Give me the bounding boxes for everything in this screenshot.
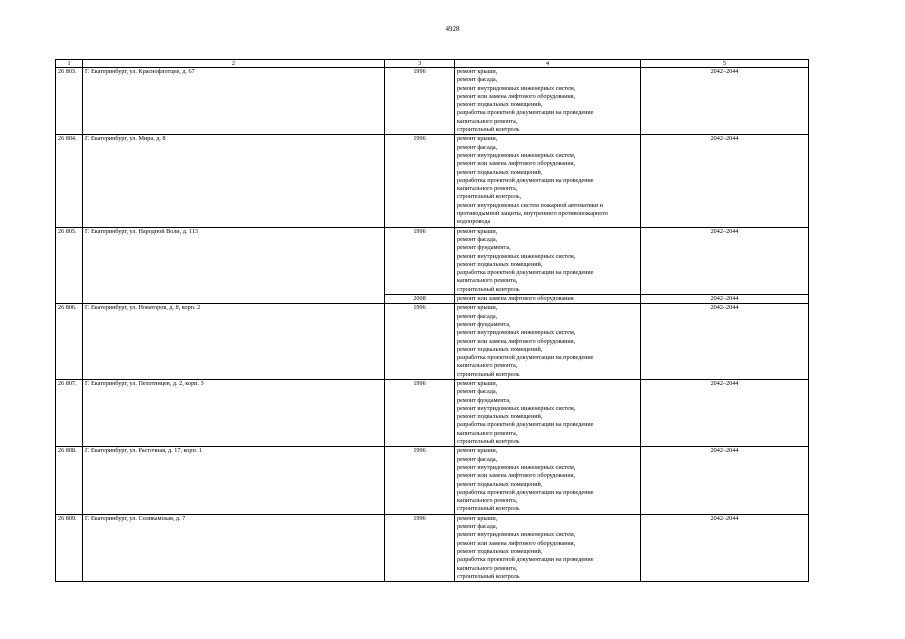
row-number: 26 803.	[56, 68, 83, 135]
work-item: строительный контроль	[457, 126, 520, 134]
work-item: ремонт или замена лифтового оборудования,	[457, 539, 576, 547]
work-item: водопровода	[457, 218, 491, 226]
work-item: капитального ремонта,	[457, 185, 518, 193]
works-list	[455, 514, 641, 581]
work-item: ремонт крыши,	[457, 447, 498, 455]
year-cell: 1996	[385, 227, 455, 294]
work-item: ремонт подвальных помещений,	[457, 101, 543, 109]
work-item: ремонт фундамента,	[457, 244, 511, 252]
table-row	[56, 514, 809, 581]
works-list	[455, 135, 641, 227]
work-item: строительный контроль	[457, 370, 520, 378]
works-list	[455, 447, 641, 514]
building-address: Г. Екатеринбург, ул. Новаторов, д. 8, корп. 2	[83, 304, 385, 380]
row-number: 26 806.	[56, 304, 83, 380]
year-cell: 1996	[385, 379, 455, 446]
table-row	[56, 304, 809, 380]
work-item: ремонт или замена лифтового оборудования,	[457, 472, 576, 480]
work-item: ремонт фундамента,	[457, 320, 511, 328]
work-item: разработка проектной документации на проведение	[457, 421, 594, 429]
building-address: Г. Екатеринбург, ул. Расточная, д. 17, корп. 1	[83, 447, 385, 514]
work-item: ремонт фасада,	[457, 523, 498, 531]
table-row	[56, 135, 809, 227]
work-item: разработка проектной документации на проведение	[457, 176, 594, 184]
work-item: ремонт фасада,	[457, 312, 498, 320]
works-list	[455, 379, 641, 446]
work-item: ремонт крыши,	[457, 68, 498, 75]
col-header-4: 4	[455, 60, 641, 68]
work-item: строительный контроль,	[457, 193, 522, 201]
work-item: ремонт внутридомовых инженерных систем,	[457, 463, 576, 471]
work-item: капитального ремонта,	[457, 564, 518, 572]
work-item: ремонт внутридомовых инженерных систем,	[457, 531, 576, 539]
header-row	[56, 60, 809, 68]
work-item: ремонт или замена лифтового оборудования,	[457, 337, 576, 345]
capital-repair-table	[55, 59, 809, 582]
table-body	[56, 68, 809, 582]
building-address: Г. Екатеринбург, ул. Соликамская, д. 7	[83, 514, 385, 581]
work-item: ремонт фасада,	[457, 235, 498, 243]
period-cell: 2042–2044	[641, 227, 809, 294]
work-item: капитального ремонта,	[457, 277, 518, 285]
year-cell: 1996	[385, 447, 455, 514]
year-cell: 1996	[385, 135, 455, 227]
work-item: противодымной защиты, внутреннего противопожарного	[457, 210, 608, 218]
work-item: капитального ремонта,	[457, 362, 518, 370]
table-row	[56, 379, 809, 446]
period-cell: 2042–2044	[641, 295, 809, 304]
work-item: капитального ремонта,	[457, 497, 518, 505]
table-row	[56, 68, 809, 135]
works-list	[455, 304, 641, 380]
work-item: ремонт или замена лифтового оборудования,	[457, 92, 576, 100]
col-header-1: 1	[56, 60, 83, 68]
work-item: строительный контроль	[457, 285, 520, 293]
work-item: ремонт фасада,	[457, 388, 498, 396]
year-cell: 1996	[385, 304, 455, 380]
work-item: ремонт подвальных помещений,	[457, 547, 543, 555]
period-cell: 2042–2044	[641, 304, 809, 380]
work-item: ремонт фасада,	[457, 76, 498, 84]
work-item: ремонт или замена лифтового оборудования	[457, 295, 574, 303]
work-item: ремонт или замена лифтового оборудования,	[457, 160, 576, 168]
period-cell: 2042–2044	[641, 514, 809, 581]
work-item: разработка проектной документации на проведение	[457, 556, 594, 564]
work-item: ремонт подвальных помещений,	[457, 260, 543, 268]
work-item: ремонт внутридомовых инженерных систем,	[457, 404, 576, 412]
work-item: разработка проектной документации на проведение	[457, 109, 594, 117]
works-list	[455, 295, 641, 304]
work-item: ремонт крыши,	[457, 304, 498, 312]
work-item: ремонт крыши,	[457, 514, 498, 522]
work-item: ремонт крыши,	[457, 135, 498, 143]
works-list	[455, 68, 641, 135]
period-cell: 2042–2044	[641, 135, 809, 227]
col-header-2: 2	[83, 60, 385, 68]
work-item: капитального ремонта,	[457, 117, 518, 125]
table-row	[56, 447, 809, 514]
year-cell: 1996	[385, 514, 455, 581]
building-address: Г. Екатеринбург, ул. Краснофлотцев, д. 67	[83, 68, 385, 135]
works-list	[455, 227, 641, 294]
period-cell: 2042–2044	[641, 447, 809, 514]
building-address: Г. Екатеринбург, ул. Пехотинцев, д. 2, корп. 3	[83, 379, 385, 446]
work-item: ремонт внутридомовых инженерных систем,	[457, 329, 576, 337]
work-item: ремонт внутридомовых инженерных систем,	[457, 151, 576, 159]
work-item: ремонт внутридомовых инженерных систем,	[457, 252, 576, 260]
col-header-3: 3	[385, 60, 455, 68]
year-cell: 1996	[385, 68, 455, 135]
work-item: ремонт крыши,	[457, 227, 498, 235]
row-number: 26 809.	[56, 514, 83, 581]
work-item: ремонт фундамента,	[457, 396, 511, 404]
row-number: 26 804.	[56, 135, 83, 227]
table-row	[56, 227, 809, 294]
work-item: ремонт фасада,	[457, 143, 498, 151]
col-header-5: 5	[641, 60, 809, 68]
row-number: 26 807.	[56, 379, 83, 446]
work-item: ремонт подвальных помещений,	[457, 168, 543, 176]
building-address: Г. Екатеринбург, ул. Народной Воли, д. 113	[83, 227, 385, 304]
year-cell: 2008	[385, 295, 455, 304]
work-item: строительный контроль	[457, 572, 520, 580]
work-item: ремонт подвальных помещений,	[457, 480, 543, 488]
page-number: 4928	[445, 25, 460, 33]
work-item: ремонт внутридомовых систем пожарной автоматики и	[457, 201, 603, 209]
work-item: разработка проектной документации на проведение	[457, 488, 594, 496]
work-item: ремонт фасада,	[457, 455, 498, 463]
work-item: ремонт подвальных помещений,	[457, 345, 543, 353]
building-address: Г. Екатеринбург, ул. Мира, д. 8	[83, 135, 385, 227]
period-cell: 2042–2044	[641, 379, 809, 446]
work-item: строительный контроль	[457, 438, 520, 446]
work-item: разработка проектной документации на проведение	[457, 269, 594, 277]
work-item: ремонт внутридомовых инженерных систем,	[457, 84, 576, 92]
row-number: 26 808.	[56, 447, 83, 514]
period-cell: 2042–2044	[641, 68, 809, 135]
work-item: строительный контроль	[457, 505, 520, 513]
row-number: 26 805.	[56, 227, 83, 304]
work-item: ремонт крыши,	[457, 379, 498, 387]
work-item: капитального ремонта,	[457, 429, 518, 437]
work-item: ремонт подвальных помещений,	[457, 413, 543, 421]
work-item: разработка проектной документации на проведение	[457, 354, 594, 362]
